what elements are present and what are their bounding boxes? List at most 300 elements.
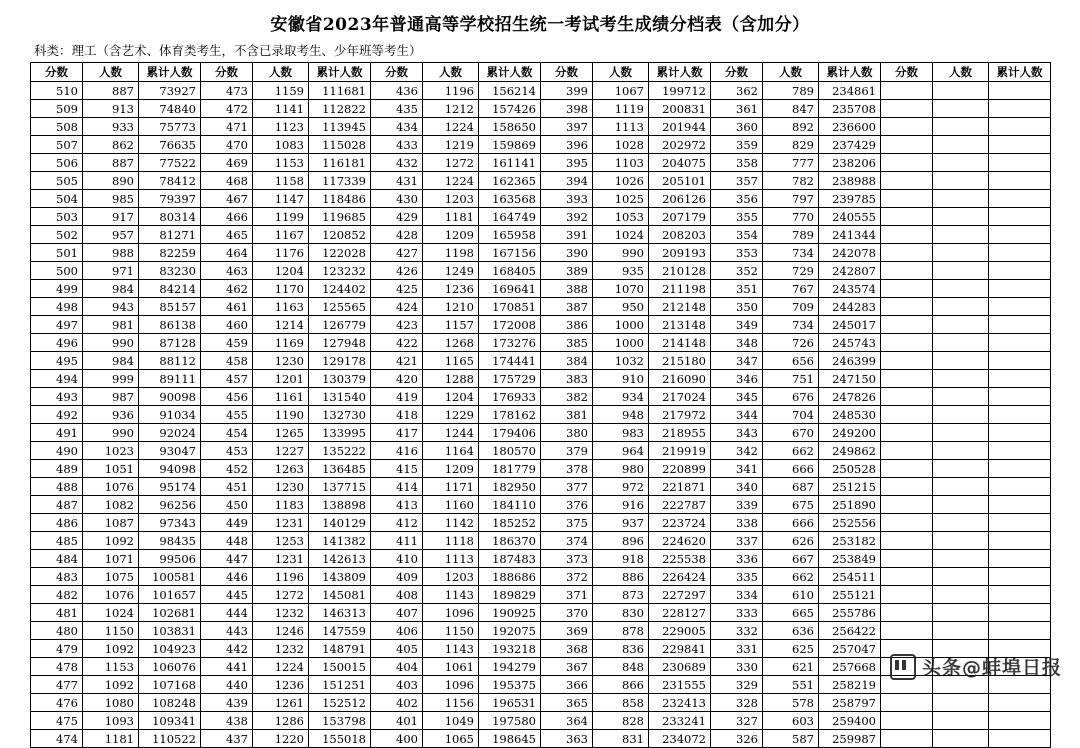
table-cell: 436 <box>371 82 423 100</box>
table-cell: 1142 <box>423 514 479 532</box>
table-cell: 475 <box>31 712 83 730</box>
table-cell: 985 <box>83 190 139 208</box>
table-cell: 858 <box>593 694 649 712</box>
table-cell: 1288 <box>423 370 479 388</box>
table-cell: 501 <box>31 244 83 262</box>
table-cell-empty <box>989 352 1051 370</box>
table-cell: 174441 <box>479 352 541 370</box>
column-header: 分数 <box>541 63 593 82</box>
table-cell: 1163 <box>253 298 309 316</box>
table-cell: 508 <box>31 118 83 136</box>
table-cell: 445 <box>201 586 253 604</box>
table-cell: 417 <box>371 424 423 442</box>
table-cell: 510 <box>31 82 83 100</box>
table-cell: 147559 <box>309 622 371 640</box>
table-cell: 662 <box>763 568 819 586</box>
table-cell: 862 <box>83 136 139 154</box>
table-cell: 1076 <box>83 586 139 604</box>
table-cell: 1075 <box>83 568 139 586</box>
table-cell: 886 <box>593 568 649 586</box>
table-cell: 408 <box>371 586 423 604</box>
table-row <box>31 514 1051 532</box>
table-cell: 1026 <box>593 172 649 190</box>
table-cell: 481 <box>31 604 83 622</box>
table-cell: 255786 <box>819 604 881 622</box>
table-cell: 1253 <box>253 532 309 550</box>
table-cell: 331 <box>711 640 763 658</box>
table-cell-empty <box>933 316 989 334</box>
table-cell: 396 <box>541 136 593 154</box>
table-cell: 1165 <box>423 352 479 370</box>
table-cell: 93047 <box>139 442 201 460</box>
table-cell: 990 <box>83 424 139 442</box>
table-cell-empty <box>989 136 1051 154</box>
table-cell: 354 <box>711 226 763 244</box>
table-cell: 247826 <box>819 388 881 406</box>
table-cell-empty <box>989 532 1051 550</box>
table-cell: 464 <box>201 244 253 262</box>
table-cell-empty <box>933 82 989 100</box>
table-cell: 1220 <box>253 730 309 748</box>
table-cell: 397 <box>541 118 593 136</box>
table-cell: 1076 <box>83 478 139 496</box>
table-cell: 427 <box>371 244 423 262</box>
table-cell-empty <box>881 208 933 226</box>
table-cell: 78412 <box>139 172 201 190</box>
table-cell: 429 <box>371 208 423 226</box>
table-cell: 1261 <box>253 694 309 712</box>
table-cell: 462 <box>201 280 253 298</box>
column-header: 累计人数 <box>649 63 711 82</box>
table-cell-empty <box>933 226 989 244</box>
table-cell: 77522 <box>139 154 201 172</box>
table-cell: 137715 <box>309 478 371 496</box>
table-cell: 1236 <box>423 280 479 298</box>
table-cell: 980 <box>593 460 649 478</box>
table-cell: 335 <box>711 568 763 586</box>
table-cell: 244283 <box>819 298 881 316</box>
table-cell-empty <box>881 244 933 262</box>
table-cell: 375 <box>541 514 593 532</box>
table-cell: 186370 <box>479 532 541 550</box>
table-cell: 357 <box>711 172 763 190</box>
table-cell-empty <box>933 730 989 748</box>
table-cell: 687 <box>763 478 819 496</box>
table-cell: 161141 <box>479 154 541 172</box>
table-cell: 190925 <box>479 604 541 622</box>
table-cell-empty <box>933 586 989 604</box>
table-cell: 79397 <box>139 190 201 208</box>
table-cell: 386 <box>541 316 593 334</box>
table-cell: 359 <box>711 136 763 154</box>
table-cell: 334 <box>711 586 763 604</box>
table-cell-empty <box>881 388 933 406</box>
table-cell: 117339 <box>309 172 371 190</box>
table-cell: 473 <box>201 82 253 100</box>
table-cell: 253849 <box>819 550 881 568</box>
table-cell: 146313 <box>309 604 371 622</box>
table-cell: 777 <box>763 154 819 172</box>
table-cell-empty <box>933 172 989 190</box>
table-cell-empty <box>989 190 1051 208</box>
table-cell: 999 <box>83 370 139 388</box>
table-cell: 209193 <box>649 244 711 262</box>
table-cell: 253182 <box>819 532 881 550</box>
table-cell: 1051 <box>83 460 139 478</box>
table-cell: 247150 <box>819 370 881 388</box>
table-cell-empty <box>881 352 933 370</box>
table-cell: 219919 <box>649 442 711 460</box>
table-cell: 890 <box>83 172 139 190</box>
table-cell: 206126 <box>649 190 711 208</box>
table-cell: 380 <box>541 424 593 442</box>
table-cell: 1170 <box>253 280 309 298</box>
table-cell: 97343 <box>139 514 201 532</box>
table-cell: 391 <box>541 226 593 244</box>
table-cell-empty <box>881 586 933 604</box>
table-cell: 176933 <box>479 388 541 406</box>
table-cell: 1232 <box>253 604 309 622</box>
table-cell: 767 <box>763 280 819 298</box>
table-cell-empty <box>933 298 989 316</box>
table-cell: 509 <box>31 100 83 118</box>
table-cell: 1153 <box>83 658 139 676</box>
table-cell: 983 <box>593 424 649 442</box>
table-row <box>31 172 1051 190</box>
table-cell: 981 <box>83 316 139 334</box>
table-cell: 957 <box>83 226 139 244</box>
table-cell: 378 <box>541 460 593 478</box>
table-cell-empty <box>933 334 989 352</box>
table-cell: 507 <box>31 136 83 154</box>
table-cell-empty <box>989 478 1051 496</box>
table-cell: 587 <box>763 730 819 748</box>
column-header: 人数 <box>763 63 819 82</box>
table-cell: 469 <box>201 154 253 172</box>
table-row <box>31 262 1051 280</box>
table-cell: 187483 <box>479 550 541 568</box>
table-cell: 458 <box>201 352 253 370</box>
table-row <box>31 136 1051 154</box>
table-cell: 170851 <box>479 298 541 316</box>
table-cell: 1232 <box>253 640 309 658</box>
table-cell: 474 <box>31 730 83 748</box>
table-cell: 401 <box>371 712 423 730</box>
table-cell: 437 <box>201 730 253 748</box>
table-cell: 355 <box>711 208 763 226</box>
table-cell: 152512 <box>309 694 371 712</box>
table-cell: 211198 <box>649 280 711 298</box>
table-cell: 471 <box>201 118 253 136</box>
table-cell-empty <box>933 442 989 460</box>
table-cell: 242078 <box>819 244 881 262</box>
table-cell: 984 <box>83 280 139 298</box>
table-cell: 157426 <box>479 100 541 118</box>
table-cell: 972 <box>593 478 649 496</box>
table-cell-empty <box>989 316 1051 334</box>
table-cell: 229005 <box>649 622 711 640</box>
table-cell: 420 <box>371 370 423 388</box>
table-cell: 217024 <box>649 388 711 406</box>
table-cell-empty <box>989 406 1051 424</box>
table-cell: 675 <box>763 496 819 514</box>
table-cell: 1147 <box>253 190 309 208</box>
table-cell: 138898 <box>309 496 371 514</box>
table-cell: 1183 <box>253 496 309 514</box>
table-cell-empty <box>881 712 933 730</box>
table-cell: 142613 <box>309 550 371 568</box>
table-cell: 797 <box>763 190 819 208</box>
table-cell: 107168 <box>139 676 201 694</box>
table-cell: 243574 <box>819 280 881 298</box>
table-cell: 353 <box>711 244 763 262</box>
table-cell: 180570 <box>479 442 541 460</box>
table-cell: 141382 <box>309 532 371 550</box>
table-cell: 412 <box>371 514 423 532</box>
table-cell: 197580 <box>479 712 541 730</box>
table-cell: 950 <box>593 298 649 316</box>
table-cell: 1158 <box>253 172 309 190</box>
table-cell-empty <box>989 442 1051 460</box>
table-cell-empty <box>881 406 933 424</box>
table-cell: 395 <box>541 154 593 172</box>
table-cell: 451 <box>201 478 253 496</box>
table-cell: 971 <box>83 262 139 280</box>
table-cell: 120852 <box>309 226 371 244</box>
table-cell: 346 <box>711 370 763 388</box>
table-cell: 212148 <box>649 298 711 316</box>
table-cell: 1156 <box>423 694 479 712</box>
table-cell: 113945 <box>309 118 371 136</box>
table-row <box>31 622 1051 640</box>
table-cell: 248530 <box>819 406 881 424</box>
table-cell: 223724 <box>649 514 711 532</box>
table-cell: 366 <box>541 676 593 694</box>
table-cell: 234072 <box>649 730 711 748</box>
table-cell: 1061 <box>423 658 479 676</box>
table-cell: 361 <box>711 100 763 118</box>
table-cell: 943 <box>83 298 139 316</box>
table-cell: 95174 <box>139 478 201 496</box>
table-cell: 115028 <box>309 136 371 154</box>
table-row <box>31 388 1051 406</box>
table-cell: 1219 <box>423 136 479 154</box>
table-cell-empty <box>933 208 989 226</box>
table-cell: 918 <box>593 550 649 568</box>
table-cell: 196531 <box>479 694 541 712</box>
table-cell: 240555 <box>819 208 881 226</box>
table-cell: 948 <box>593 406 649 424</box>
column-header: 累计人数 <box>989 63 1051 82</box>
table-cell: 220899 <box>649 460 711 478</box>
table-cell-empty <box>933 280 989 298</box>
table-row <box>31 352 1051 370</box>
column-header: 人数 <box>253 63 309 82</box>
table-cell: 89111 <box>139 370 201 388</box>
table-cell: 1169 <box>253 334 309 352</box>
table-cell: 887 <box>83 82 139 100</box>
table-cell: 933 <box>83 118 139 136</box>
table-cell-empty <box>881 82 933 100</box>
table-cell-empty <box>933 190 989 208</box>
table-cell-empty <box>989 694 1051 712</box>
table-cell-empty <box>933 100 989 118</box>
table-cell-empty <box>989 334 1051 352</box>
table-cell-empty <box>881 190 933 208</box>
table-cell: 665 <box>763 604 819 622</box>
table-cell: 667 <box>763 550 819 568</box>
table-cell: 990 <box>593 244 649 262</box>
watermark <box>890 653 1062 680</box>
table-cell: 198645 <box>479 730 541 748</box>
table-cell: 100581 <box>139 568 201 586</box>
table-cell: 670 <box>763 424 819 442</box>
table-cell: 358 <box>711 154 763 172</box>
table-cell: 1230 <box>253 478 309 496</box>
table-cell: 1080 <box>83 694 139 712</box>
table-cell: 1032 <box>593 352 649 370</box>
table-cell: 259400 <box>819 712 881 730</box>
table-cell: 360 <box>711 118 763 136</box>
table-cell: 488 <box>31 478 83 496</box>
table-cell: 1053 <box>593 208 649 226</box>
table-cell: 238206 <box>819 154 881 172</box>
table-cell: 159869 <box>479 136 541 154</box>
table-cell: 236600 <box>819 118 881 136</box>
table-cell: 199712 <box>649 82 711 100</box>
table-cell: 625 <box>763 640 819 658</box>
table-cell: 169641 <box>479 280 541 298</box>
table-cell: 101657 <box>139 586 201 604</box>
table-cell: 195375 <box>479 676 541 694</box>
table-cell: 215180 <box>649 352 711 370</box>
table-row <box>31 586 1051 604</box>
table-cell: 936 <box>83 406 139 424</box>
table-cell: 428 <box>371 226 423 244</box>
table-cell: 167156 <box>479 244 541 262</box>
table-cell-empty <box>881 280 933 298</box>
table-cell: 363 <box>541 730 593 748</box>
table-cell: 506 <box>31 154 83 172</box>
table-cell: 438 <box>201 712 253 730</box>
table-cell: 1083 <box>253 136 309 154</box>
table-cell: 483 <box>31 568 83 586</box>
table-cell: 132730 <box>309 406 371 424</box>
table-cell: 1000 <box>593 316 649 334</box>
table-cell: 1093 <box>83 712 139 730</box>
table-cell-empty <box>933 352 989 370</box>
table-cell: 371 <box>541 586 593 604</box>
table-cell: 422 <box>371 334 423 352</box>
table-cell: 782 <box>763 172 819 190</box>
table-cell: 1071 <box>83 550 139 568</box>
table-cell: 116181 <box>309 154 371 172</box>
table-cell: 450 <box>201 496 253 514</box>
table-row <box>31 712 1051 730</box>
table-cell: 404 <box>371 658 423 676</box>
table-cell: 1268 <box>423 334 479 352</box>
table-cell: 80314 <box>139 208 201 226</box>
table-cell-empty <box>933 136 989 154</box>
table-cell: 258219 <box>819 676 881 694</box>
table-cell: 1286 <box>253 712 309 730</box>
table-cell-empty <box>989 586 1051 604</box>
table-cell-empty <box>881 478 933 496</box>
table-cell-empty <box>989 604 1051 622</box>
table-cell: 434 <box>371 118 423 136</box>
table-cell: 466 <box>201 208 253 226</box>
table-cell: 1092 <box>83 640 139 658</box>
table-cell: 73927 <box>139 82 201 100</box>
table-cell: 125565 <box>309 298 371 316</box>
table-row <box>31 478 1051 496</box>
table-cell: 578 <box>763 694 819 712</box>
table-cell: 455 <box>201 406 253 424</box>
table-cell: 232413 <box>649 694 711 712</box>
table-cell: 392 <box>541 208 593 226</box>
table-cell: 175729 <box>479 370 541 388</box>
table-cell: 726 <box>763 334 819 352</box>
column-header: 人数 <box>83 63 139 82</box>
table-cell: 333 <box>711 604 763 622</box>
table-cell: 499 <box>31 280 83 298</box>
table-cell: 345 <box>711 388 763 406</box>
table-cell: 233241 <box>649 712 711 730</box>
table-cell: 173276 <box>479 334 541 352</box>
table-cell-empty <box>933 244 989 262</box>
table-cell: 227297 <box>649 586 711 604</box>
table-cell: 426 <box>371 262 423 280</box>
column-header: 累计人数 <box>139 63 201 82</box>
table-cell: 1103 <box>593 154 649 172</box>
table-cell: 108248 <box>139 694 201 712</box>
table-row <box>31 442 1051 460</box>
table-cell: 225538 <box>649 550 711 568</box>
table-cell: 836 <box>593 640 649 658</box>
table-cell: 910 <box>593 370 649 388</box>
column-header: 分数 <box>371 63 423 82</box>
table-cell: 917 <box>83 208 139 226</box>
table-cell: 384 <box>541 352 593 370</box>
table-row <box>31 406 1051 424</box>
table-cell: 751 <box>763 370 819 388</box>
column-header: 人数 <box>423 63 479 82</box>
table-cell: 257668 <box>819 658 881 676</box>
table-cell: 482 <box>31 586 83 604</box>
table-cell: 127948 <box>309 334 371 352</box>
table-cell: 734 <box>763 316 819 334</box>
table-cell-empty <box>881 298 933 316</box>
table-cell: 503 <box>31 208 83 226</box>
table-cell-empty <box>881 370 933 388</box>
table-cell: 228127 <box>649 604 711 622</box>
table-cell-empty <box>881 442 933 460</box>
table-cell: 1224 <box>253 658 309 676</box>
table-cell: 453 <box>201 442 253 460</box>
table-cell-empty <box>989 298 1051 316</box>
table-cell-empty <box>933 496 989 514</box>
table-cell: 423 <box>371 316 423 334</box>
table-cell: 419 <box>371 388 423 406</box>
table-cell: 131540 <box>309 388 371 406</box>
table-cell: 1157 <box>423 316 479 334</box>
table-cell: 235708 <box>819 100 881 118</box>
table-cell: 421 <box>371 352 423 370</box>
table-cell: 789 <box>763 82 819 100</box>
table-cell: 887 <box>83 154 139 172</box>
table-row <box>31 370 1051 388</box>
table-cell: 1229 <box>423 406 479 424</box>
